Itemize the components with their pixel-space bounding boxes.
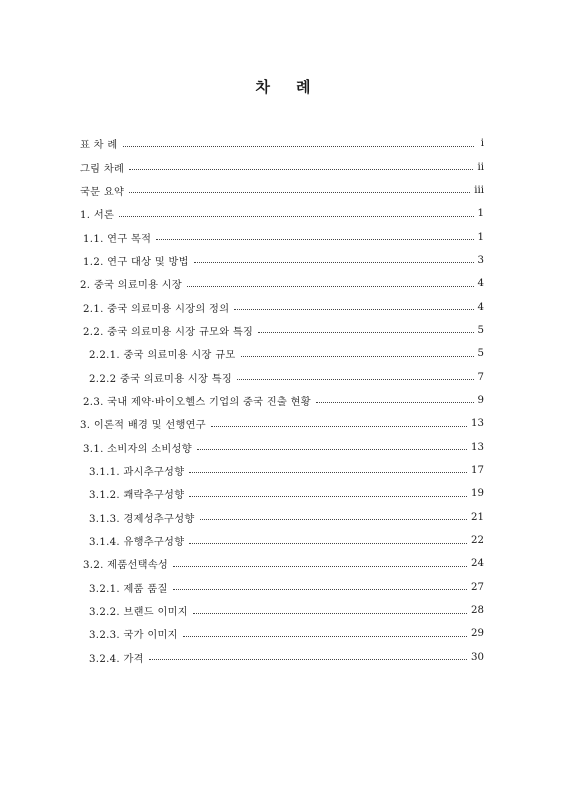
toc-dot-leader — [197, 448, 467, 450]
toc-entry-label: 2.3. 국내 제약·바이오헬스 기업의 중국 진출 현황 — [83, 396, 311, 408]
toc-entry-page-number: i — [480, 138, 484, 150]
toc-entry[interactable] — [80, 435, 484, 458]
toc-dot-leader — [123, 145, 475, 147]
toc-entry-page-number: 13 — [471, 418, 484, 430]
toc-dot-leader — [173, 565, 467, 567]
toc-entry-page-number: 17 — [471, 464, 484, 476]
toc-entry[interactable] — [80, 646, 484, 669]
page-title: 차 례 — [255, 78, 311, 96]
toc-entry[interactable] — [80, 459, 484, 482]
toc-dot-leader — [189, 495, 467, 497]
toc-entry-label: 그림 차례 — [80, 163, 125, 175]
toc-dot-leader — [183, 635, 467, 637]
toc-dot-leader — [187, 285, 473, 287]
toc-entry-label: 2.2.2 중국 의료미용 시장 특징 — [89, 373, 232, 385]
toc-entry[interactable] — [80, 412, 484, 435]
toc-entry-page-number: 21 — [471, 511, 484, 523]
toc-entry-label: 국문 요약 — [80, 186, 125, 198]
toc-dot-leader — [200, 518, 468, 520]
toc-entry-page-number: 29 — [471, 628, 484, 640]
toc-entry-label: 3. 이론적 배경 및 선행연구 — [80, 420, 206, 432]
toc-entry[interactable] — [80, 155, 484, 178]
toc-entry-page-number: 1 — [477, 231, 484, 243]
toc-dot-leader — [316, 401, 474, 403]
toc-dot-leader — [129, 168, 473, 170]
toc-entry[interactable] — [80, 319, 484, 342]
toc-entry-label: 3.1.4. 유행추구성향 — [89, 537, 185, 549]
toc-entry[interactable] — [80, 365, 484, 388]
toc-entry-page-number: 13 — [471, 441, 484, 453]
toc-entry-page-number: 4 — [477, 278, 484, 290]
toc-dot-leader — [241, 355, 474, 357]
toc-entry-page-number: 5 — [477, 324, 484, 336]
toc-entry[interactable] — [80, 249, 484, 272]
toc-entry-label: 1.2. 연구 대상 및 방법 — [83, 256, 189, 268]
toc-dot-leader — [237, 378, 474, 380]
toc-entry-page-number: 22 — [471, 535, 484, 547]
toc-entry[interactable] — [80, 225, 484, 248]
toc-entry[interactable] — [80, 179, 484, 202]
toc-entry-page-number: 4 — [477, 301, 484, 313]
toc-entry-page-number: 27 — [471, 581, 484, 593]
toc-entry-label: 1.1. 연구 목적 — [83, 233, 152, 245]
toc-entry-page-number: 1 — [477, 208, 484, 220]
toc-entry[interactable] — [80, 295, 484, 318]
toc-entry[interactable] — [80, 599, 484, 622]
toc-entry-page-number: 30 — [471, 651, 484, 663]
toc-entry-label: 3.2.1. 제품 품질 — [89, 583, 168, 595]
toc-entry-page-number: 28 — [471, 605, 484, 617]
toc-entry[interactable] — [80, 576, 484, 599]
toc-entry-page-number: 3 — [477, 254, 484, 266]
toc-entry-page-number: iii — [474, 184, 484, 196]
toc-dot-leader — [173, 588, 467, 590]
toc-entry[interactable] — [80, 272, 484, 295]
toc-entry-page-number: ii — [477, 161, 484, 173]
toc-entry-label: 3.1.1. 과시추구성향 — [89, 466, 185, 478]
toc-entry-label: 3.1. 소비자의 소비성향 — [83, 443, 192, 455]
toc-entry-label: 3.2.3. 국가 이미지 — [89, 630, 178, 642]
toc-entry-page-number: 19 — [471, 488, 484, 500]
toc-entry[interactable] — [80, 389, 484, 412]
toc-entry-label: 2.2. 중국 의료미용 시장 규모와 특징 — [83, 326, 254, 338]
toc-entry[interactable] — [80, 202, 484, 225]
toc-dot-leader — [149, 658, 467, 660]
toc-entry[interactable] — [80, 529, 484, 552]
toc-entry[interactable] — [80, 622, 484, 645]
toc-entry[interactable] — [80, 342, 484, 365]
toc-entry-page-number: 7 — [477, 371, 484, 383]
toc-entry-label: 3.1.3. 경제성추구성향 — [89, 513, 195, 525]
toc-dot-leader — [194, 261, 474, 263]
toc-dot-leader — [193, 612, 467, 614]
toc-entry-label: 1. 서론 — [80, 210, 115, 222]
toc-dot-leader — [258, 331, 473, 333]
toc-dot-leader — [189, 542, 467, 544]
table-of-contents — [80, 132, 484, 669]
toc-dot-leader — [211, 425, 467, 427]
toc-entry-label: 3.2.2. 브랜드 이미지 — [89, 607, 188, 619]
toc-entry-label: 3.1.2. 쾌락추구성향 — [89, 490, 185, 502]
toc-entry-page-number: 9 — [477, 394, 484, 406]
toc-entry[interactable] — [80, 482, 484, 505]
toc-entry-label: 2.2.1. 중국 의료미용 시장 규모 — [89, 350, 236, 362]
toc-dot-leader — [129, 191, 470, 193]
toc-dot-leader — [189, 471, 467, 473]
toc-entry[interactable] — [80, 132, 484, 155]
toc-entry-label: 3.2.4. 가격 — [89, 653, 144, 665]
toc-entry-label: 3.2. 제품선택속성 — [83, 560, 169, 572]
toc-dot-leader — [234, 308, 473, 310]
toc-entry-label: 표 차 례 — [80, 140, 118, 152]
toc-entry-label: 2.1. 중국 의료미용 시장의 정의 — [83, 303, 230, 315]
toc-dot-leader — [119, 215, 473, 217]
toc-entry[interactable] — [80, 506, 484, 529]
toc-entry-page-number: 5 — [477, 348, 484, 360]
toc-dot-leader — [156, 238, 473, 240]
toc-entry-label: 2. 중국 의료미용 시장 — [80, 280, 183, 292]
toc-entry[interactable] — [80, 552, 484, 575]
toc-entry-page-number: 24 — [471, 558, 484, 570]
